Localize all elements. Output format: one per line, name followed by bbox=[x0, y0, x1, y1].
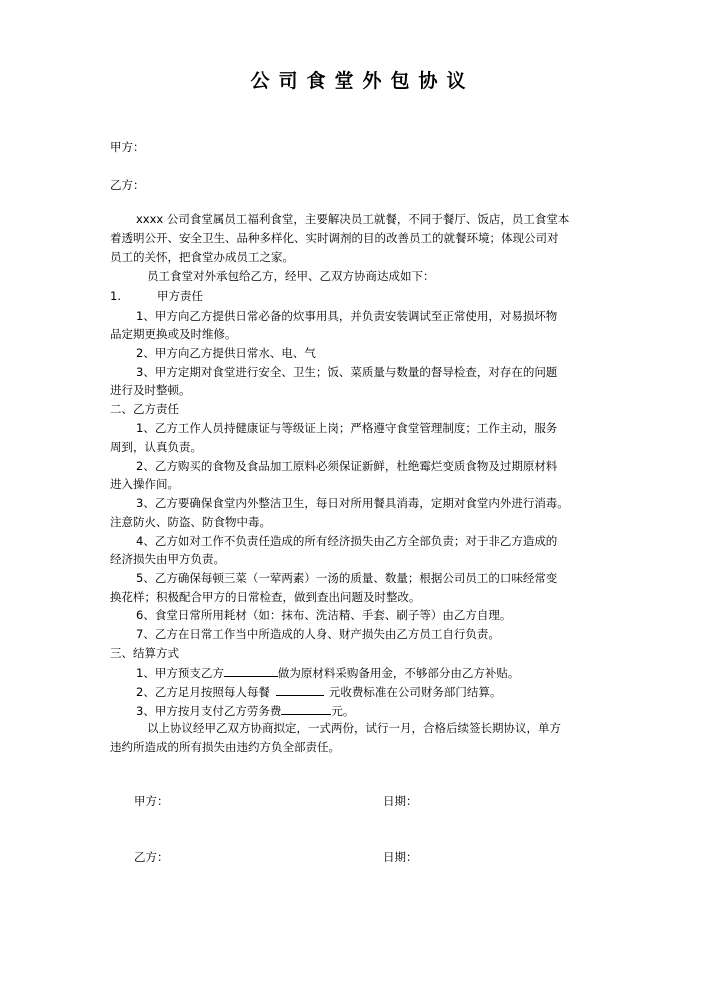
intro-line: xxxx 公司食堂属员工福利食堂，主要解决员工就餐，不同于餐厅、饭店，员工食堂本 bbox=[136, 212, 570, 226]
signature-party-b: 乙方： bbox=[134, 850, 169, 864]
closing-line: 以上协议经甲乙双方协商拟定，一式两份，试行一月，合格后续签长期协议，单方 bbox=[147, 721, 561, 735]
section2-line: 经济损失由甲方负责。 bbox=[110, 552, 225, 566]
intro-line: 员工的关怀，把食堂办成员工之家。 bbox=[110, 250, 294, 264]
section1-heading: 甲方责任 bbox=[157, 289, 203, 303]
intro-line: 着透明公开、安全卫生、品种多样化、实时调剂的目的改善员工的就餐环境；体现公司对 bbox=[110, 231, 559, 245]
settlement-text: 做为原材料采购备用金，不够部分由乙方补贴。 bbox=[277, 666, 520, 680]
meal-fee-blank[interactable] bbox=[276, 683, 324, 696]
signature-party-a: 甲方： bbox=[134, 794, 169, 808]
section2-line: 周到，认真负责。 bbox=[110, 440, 202, 454]
settlement-text: 元收费标准在公司财务部门结算。 bbox=[328, 685, 502, 699]
party-b-label: 乙方： bbox=[110, 178, 145, 192]
settlement-text: 3、甲方按月支付乙方劳务费 bbox=[136, 704, 282, 718]
section1-line: 2、甲方向乙方提供日常水、电、气 bbox=[136, 346, 316, 360]
section2-line: 进入操作间。 bbox=[110, 477, 179, 491]
section2-line: 3、乙方要确保食堂内外整洁卫生，每日对所用餐具消毒，定期对食堂内外进行消毒。 bbox=[136, 496, 569, 510]
section1-number: 1. bbox=[110, 289, 121, 303]
settlement-item bbox=[136, 664, 519, 681]
section2-line: 换花样；积极配合甲方的日常检查，做到查出问题及时整改。 bbox=[110, 590, 421, 604]
section2-line: 2、乙方购买的食物及食品加工原料必须保证新鲜，杜绝霉烂变质食物及过期原材料 bbox=[136, 459, 558, 473]
signature-date-a: 日期： bbox=[383, 794, 418, 808]
party-a-label: 甲方： bbox=[110, 140, 145, 154]
section1-line: 品定期更换或及时维修。 bbox=[110, 327, 237, 341]
agreement-line: 员工食堂对外承包给乙方，经甲、乙双方协商达成如下： bbox=[147, 269, 435, 283]
settlement-text: 1、甲方预支乙方 bbox=[136, 666, 224, 680]
section2-line: 4、乙方如对工作不负责任造成的所有经济损失由乙方全部负责；对于非乙方造成的 bbox=[136, 534, 558, 548]
section2-line: 7、乙方在日常工作当中所造成的人身、财产损失由乙方员工自行负责。 bbox=[136, 627, 500, 641]
settlement-text: 2、乙方足月按照每人每餐 bbox=[136, 685, 270, 699]
settlement-item bbox=[136, 683, 501, 700]
section3-heading: 三、结算方式 bbox=[110, 646, 179, 660]
document-title: 公司食堂外包协议 bbox=[250, 70, 475, 92]
advance-amount-blank[interactable] bbox=[224, 664, 278, 677]
settlement-item bbox=[136, 702, 354, 719]
section2-heading: 二、乙方责任 bbox=[110, 402, 179, 416]
section2-line: 注意防火、防盗、防食物中毒。 bbox=[110, 515, 271, 529]
signature-date-b: 日期： bbox=[383, 850, 418, 864]
service-fee-blank[interactable] bbox=[281, 702, 331, 715]
section1-line: 3、甲方定期对食堂进行安全、卫生；饭、菜质量与数量的督导检查，对存在的问题 bbox=[136, 365, 558, 379]
section2-line: 6、食堂日常所用耗材（如：抹布、洗洁精、手套、刷子等）由乙方自理。 bbox=[136, 608, 512, 622]
section2-line: 1、乙方工作人员持健康证与等级证上岗；严格遵守食堂管理制度；工作主动，服务 bbox=[136, 421, 558, 435]
closing-line: 违约所造成的所有损失由违约方负全部责任。 bbox=[110, 740, 340, 754]
settlement-text: 元。 bbox=[331, 704, 355, 718]
section2-line: 5、乙方确保每顿三菜（一荤两素）一汤的质量、数量；根据公司员工的口味经常变 bbox=[136, 571, 558, 585]
section1-line: 进行及时整顿。 bbox=[110, 383, 191, 397]
section1-line: 1、甲方向乙方提供日常必备的炊事用具，并负责安装调试至正常使用，对易损坏物 bbox=[136, 309, 558, 323]
